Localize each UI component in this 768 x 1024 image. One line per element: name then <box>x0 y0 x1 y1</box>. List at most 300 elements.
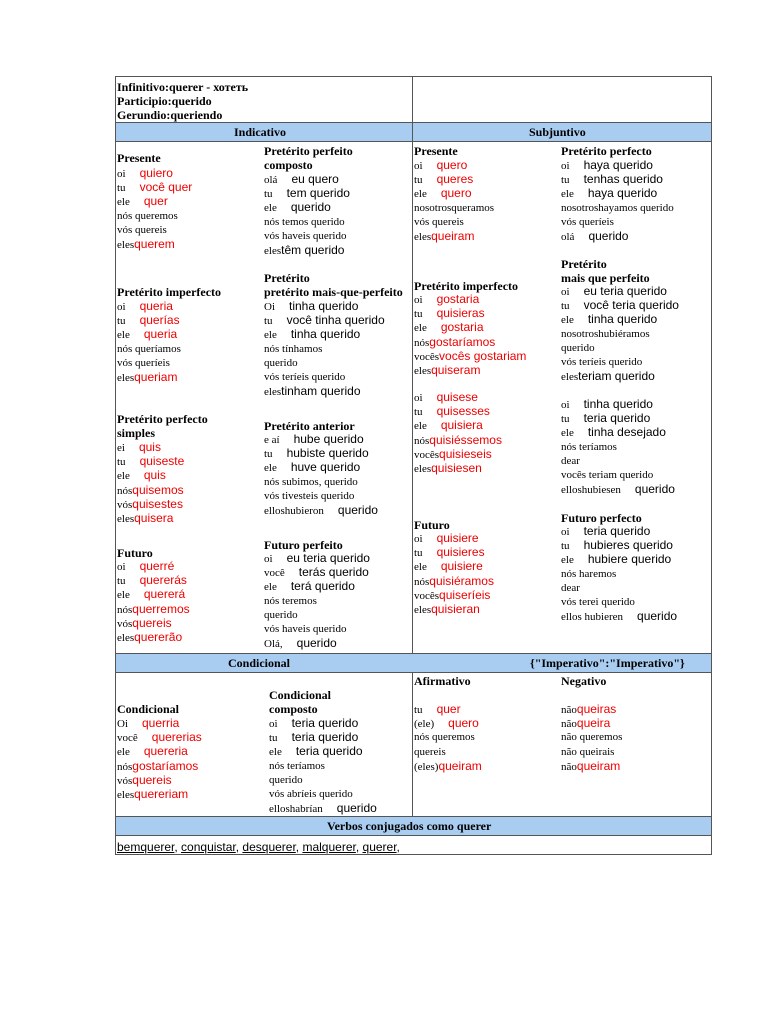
pronoun: nós <box>414 575 430 588</box>
conjugation-row <box>117 313 180 328</box>
verb-form: quis <box>138 440 161 454</box>
conjugation-row <box>414 229 474 244</box>
conjugation-row <box>264 370 345 384</box>
pronoun: olá <box>561 231 575 243</box>
verb-form: quiseríeis <box>439 587 491 602</box>
verb-form: você quer <box>139 180 193 195</box>
conjugation-row <box>269 716 358 731</box>
ind-mais-title-2: pretérito mais-que-perfeito <box>264 285 403 299</box>
verb-form: eu teria querido <box>286 551 370 565</box>
conjugation-row <box>269 773 303 787</box>
verb-form: gostaria <box>440 320 484 335</box>
verb-form: eu teria querido <box>583 284 667 298</box>
verb-form: quiseram <box>431 363 481 377</box>
conjugation-row <box>117 370 177 385</box>
conjugation-row <box>561 581 580 595</box>
conjugation-row <box>414 186 472 201</box>
verb-form: haya querido <box>583 158 653 172</box>
verb-form: quisieran <box>431 602 480 616</box>
conjugation-row <box>414 745 446 759</box>
conjugation-row <box>414 306 485 321</box>
pronoun: eles <box>414 463 432 475</box>
ind-mais-title-1: Pretérito <box>264 271 310 285</box>
conjugation-row <box>414 716 479 731</box>
conjugation-row <box>117 223 167 237</box>
conjugation-row <box>414 363 480 378</box>
conjugation-row <box>414 404 490 419</box>
pronoun: ele <box>561 188 574 201</box>
verb-form: queiram <box>431 229 475 243</box>
conjugation-row <box>264 172 339 187</box>
verb-form: tem querido <box>286 186 350 201</box>
pronoun: vós quereis <box>117 223 167 236</box>
verb-form: teria querido <box>291 730 359 745</box>
verb-form: gostaríamos <box>429 334 496 349</box>
conjugation-row <box>561 524 650 539</box>
pronoun: oi <box>414 533 423 545</box>
conjugation-row <box>561 355 642 369</box>
sub-imperf-title: Pretérito imperfecto <box>414 279 519 293</box>
border-right <box>711 76 712 854</box>
verb-form: terá querido <box>290 579 355 594</box>
pronoun: ele <box>264 462 277 475</box>
pronoun: eles <box>414 604 432 616</box>
pronoun: oi <box>264 553 273 565</box>
hline-6 <box>115 835 712 836</box>
pronoun: eles <box>117 513 135 525</box>
conjugation-row <box>561 327 650 341</box>
pronoun: eles <box>264 245 282 257</box>
verb-form: tinha desejado <box>587 425 666 440</box>
ind-perf-simple-title-2: simples <box>117 426 156 440</box>
pronoun: tu <box>414 308 423 321</box>
pronoun: oi <box>561 286 570 298</box>
conjugation-row <box>561 397 653 412</box>
verb-form: quererá <box>143 587 186 602</box>
conjugation-row <box>561 759 620 774</box>
conjugation-row <box>561 609 677 624</box>
conjugation-row <box>264 475 358 489</box>
pronoun: nós <box>117 603 133 616</box>
conjugation-row <box>117 237 175 252</box>
verb-form: querremos <box>132 601 190 616</box>
conjugation-row <box>414 349 526 364</box>
verb-form: quereriam <box>134 787 189 801</box>
imper-afirm-title: Afirmativo <box>414 674 471 688</box>
conjugation-row <box>561 440 617 454</box>
conjugation-row <box>117 616 172 631</box>
verb-form: hubiste querido <box>286 446 369 461</box>
conjugation-row <box>117 327 177 342</box>
conjugation-row <box>117 194 168 209</box>
pronoun: não <box>561 704 577 716</box>
verb-form: querido <box>634 482 675 497</box>
pronoun: (ele) <box>414 718 435 731</box>
pronoun: não <box>561 718 577 731</box>
pronoun: tu <box>561 300 570 313</box>
verb-form: teriam querido <box>578 369 655 384</box>
pronoun: Oi <box>117 718 128 730</box>
conjugation-row <box>264 384 361 399</box>
participio: Participio:querido <box>117 94 212 108</box>
conjugation-row <box>561 730 622 744</box>
verb-form: tinha querido <box>583 397 653 411</box>
verb-form: quisestes <box>132 496 183 511</box>
conjugation-row <box>561 468 653 482</box>
ind-perf-comp-title-2: composto <box>264 158 313 172</box>
pronoun: você <box>264 567 285 580</box>
pronoun: vós abríeis querido <box>269 788 353 800</box>
verb-form: querido <box>637 609 678 624</box>
conjugation-row <box>117 630 182 645</box>
pronoun: tu <box>117 315 126 328</box>
pronoun: oi <box>414 392 423 404</box>
conjugation-row <box>117 180 192 195</box>
pronoun: eles <box>117 789 135 801</box>
conjugation-row <box>561 369 655 384</box>
pronoun: elloshubiesen <box>561 484 621 497</box>
conjugation-row <box>414 602 480 617</box>
gerundio: Gerundio:queriendo <box>117 108 223 122</box>
conjugation-row <box>414 292 479 307</box>
verb-form: quisera <box>134 511 174 525</box>
conjugation-row <box>264 432 364 447</box>
pronoun: oi <box>414 294 423 306</box>
conjugation-row <box>264 243 344 258</box>
verb-form: teria querido <box>583 524 651 538</box>
pronoun: tu <box>269 732 278 745</box>
verb-form: quiseste <box>139 454 185 469</box>
verb-form: querido <box>290 200 331 215</box>
conjugation-row <box>264 622 346 636</box>
ind-perf-comp-title-1: Pretérito perfeito <box>264 144 353 158</box>
conjugation-row <box>117 166 173 181</box>
verb-form: terás querido <box>298 565 369 580</box>
pronoun: nós queremos <box>414 731 475 744</box>
sub-futperf-title: Futuro perfecto <box>561 511 642 525</box>
pronoun: ele <box>117 329 130 342</box>
pronoun: não queremos <box>561 731 623 744</box>
pronoun: tu <box>414 547 423 560</box>
conjugation-row <box>117 787 188 802</box>
verb-form: quisieres <box>436 545 485 560</box>
pronoun: oi <box>117 168 126 180</box>
conjugation-row <box>561 312 657 327</box>
pronoun: nós haremos <box>561 567 617 580</box>
pronoun: (eles) <box>414 760 439 773</box>
sub-mais-title-2: mais que perfeito <box>561 271 650 285</box>
conjugation-row <box>561 411 650 426</box>
conjugation-row <box>117 773 172 788</box>
conjugation-row <box>117 759 198 774</box>
verb-form: quisiéssemos <box>429 432 502 447</box>
pronoun: oi <box>414 160 423 172</box>
verb-form: quero <box>440 186 472 201</box>
border-left <box>115 76 116 854</box>
pronoun: nós <box>414 336 430 349</box>
pronoun: ele <box>269 746 282 759</box>
conjugation-row <box>414 730 475 744</box>
pronoun: dear <box>561 581 580 594</box>
conjugation-row <box>264 579 355 594</box>
verb-form: tinha querido <box>289 299 359 313</box>
conjugation-row <box>264 186 350 201</box>
pronoun: vós haveis querido <box>264 623 347 635</box>
verb-form: querido <box>296 636 337 651</box>
pronoun: eles <box>117 632 135 644</box>
conjugation-row <box>561 215 614 229</box>
verb-form: quer <box>143 194 168 209</box>
verb-form: queria <box>139 299 173 313</box>
pronoun: eles <box>414 231 432 243</box>
verb-link[interactable]: bemquerer <box>117 840 175 854</box>
conjugation-row <box>414 320 484 335</box>
verb-form: eu quero <box>291 172 339 186</box>
conjugation-row <box>269 759 325 773</box>
conjugation-row <box>269 801 377 816</box>
pronoun: ele <box>117 470 130 483</box>
verb-form: quererias <box>151 730 202 745</box>
conjugation-row <box>561 201 674 215</box>
pronoun: nós tínhamos <box>264 342 323 355</box>
pronoun: não queirais <box>561 745 615 758</box>
pronoun: vós teríeis querido <box>264 371 346 383</box>
verb-form: quisiere <box>436 531 479 545</box>
pronoun: você <box>117 732 138 745</box>
verb-form: têm querido <box>281 243 345 257</box>
verb-form: querido <box>337 503 378 517</box>
pronoun: vós <box>117 774 133 787</box>
verb-form: vocês gostariam <box>439 348 527 363</box>
conjugation-row <box>117 342 181 356</box>
verb-form: querido <box>336 801 377 816</box>
verb-link[interactable]: querer <box>362 840 397 854</box>
pronoun: vós queríeis <box>117 356 170 369</box>
conjugation-row <box>561 284 667 299</box>
pronoun: olá <box>264 174 278 186</box>
pronoun: tu <box>561 413 570 426</box>
verb-form: queres <box>436 172 474 187</box>
pronoun: oi <box>561 399 570 411</box>
verb-form: quisieseis <box>439 446 492 461</box>
conjugation-row <box>264 503 378 518</box>
sub-mais-title-1: Pretérito <box>561 257 607 271</box>
verb-form: tinha querido <box>290 327 361 342</box>
pronoun: não <box>561 760 577 773</box>
imperativo-header: {"Imperativo":"Imperativo"} <box>530 656 685 670</box>
conjugation-row <box>117 468 166 483</box>
verb-link[interactable]: malquerer <box>302 840 356 854</box>
pronoun: tu <box>117 575 126 588</box>
verb-form: quero <box>436 158 468 172</box>
conjugation-row <box>117 602 190 617</box>
verb-form: você tinha querido <box>286 313 385 328</box>
verb-form: hubieres querido <box>583 538 673 553</box>
sub-futuro-title: Futuro <box>414 518 450 532</box>
divider-top <box>412 76 413 122</box>
condicional-header: Condicional <box>228 656 291 670</box>
verb-form: quiero <box>139 166 173 180</box>
verb-form: tinham querido <box>281 384 361 399</box>
conjugation-row <box>561 482 675 497</box>
conjugation-row <box>117 744 188 759</box>
pronoun: Olá, <box>264 638 283 651</box>
verb-form: gostaria <box>436 292 480 306</box>
pronoun: ele <box>264 202 277 215</box>
verb-form: queiras <box>576 702 617 716</box>
pronoun: oi <box>117 561 126 573</box>
pronoun: vocês <box>414 350 440 363</box>
pronoun: vós tivesteis querido <box>264 489 355 502</box>
pronoun: ele <box>264 329 277 342</box>
conjugation-row <box>414 172 473 187</box>
pronoun: ele <box>117 746 130 759</box>
conjugation-row <box>264 299 358 314</box>
ind-imperf-title: Pretérito imperfecto <box>117 285 222 299</box>
pronoun: ele <box>117 196 130 209</box>
pronoun: ele <box>264 581 277 594</box>
conjugation-row <box>414 335 495 350</box>
conjugation-row <box>414 574 494 589</box>
conjugation-row <box>117 483 184 498</box>
pronoun: elloshubieron <box>264 505 324 517</box>
pronoun: tu <box>264 448 273 461</box>
conjugation-row <box>414 215 464 229</box>
pronoun: e aí <box>264 434 280 446</box>
verb-form: querido <box>588 229 629 243</box>
conjugation-row <box>264 594 317 608</box>
verb-form: quisiesen <box>431 461 482 475</box>
pronoun: ele <box>561 314 574 327</box>
pronoun: ele <box>561 427 574 440</box>
conjugation-row <box>414 461 482 476</box>
verb-form: quisese <box>436 390 478 404</box>
infinitivo: Infinitivo:querer - хотеть <box>117 80 249 94</box>
verb-form: teria querido <box>295 744 363 759</box>
conjugation-row <box>117 559 174 574</box>
conjugation-row <box>117 573 187 588</box>
conjugation-row <box>414 702 461 717</box>
pronoun: querido <box>264 608 298 621</box>
pronoun: eles <box>117 239 135 251</box>
pronoun: nós queremos <box>117 209 178 222</box>
conjugation-row <box>117 299 173 314</box>
indicativo-header: Indicativo <box>234 125 287 139</box>
pronoun: nós teríamos <box>561 440 617 453</box>
verb-link[interactable]: conquistar <box>181 840 236 854</box>
ind-futuro-title: Futuro <box>117 546 153 560</box>
verbos-list: bemquerer, conquistar, desquerer, malquerer, querer, <box>117 840 400 854</box>
conjugation-row <box>414 418 483 433</box>
pronoun: nós queríamos <box>117 342 181 355</box>
conjugation-row <box>264 313 385 328</box>
pronoun: tu <box>264 315 273 328</box>
verb-form: queria <box>143 327 178 342</box>
verb-form: queiram <box>438 758 482 773</box>
conjugation-row <box>561 186 657 201</box>
conjugation-row <box>561 716 610 731</box>
verb-link[interactable]: desquerer <box>242 840 296 854</box>
verb-form: querria <box>142 716 180 730</box>
pronoun: tu <box>264 188 273 201</box>
verb-form: teria querido <box>291 716 359 730</box>
verb-form: queira <box>576 716 611 731</box>
conjugation-row <box>561 298 679 313</box>
pronoun: Oi <box>264 301 275 313</box>
pronoun: elloshabrían <box>269 803 323 816</box>
cond-title: Condicional <box>117 702 180 716</box>
conjugation-row <box>561 229 628 244</box>
pronoun: ele <box>561 554 574 567</box>
verb-form: hubiere querido <box>587 552 672 567</box>
pronoun: eles <box>414 365 432 377</box>
conjugation-row <box>414 531 479 546</box>
verb-form: quereria <box>143 744 188 759</box>
verb-form: querem <box>134 237 175 251</box>
verb-form: quer <box>436 702 461 716</box>
conjugation-row <box>117 587 185 602</box>
conjugation-row <box>264 356 298 370</box>
pronoun: tu <box>414 174 423 187</box>
conjugation-row <box>561 172 663 187</box>
sub-presente-title: Presente <box>414 144 458 158</box>
conjugation-row <box>264 229 346 243</box>
conjugation-row <box>414 390 478 405</box>
conjugation-row <box>561 595 635 609</box>
pronoun: tu <box>414 406 423 419</box>
verb-form: quis <box>143 468 166 483</box>
pronoun: nós temos querido <box>264 215 345 228</box>
verb-form: quisiera <box>440 418 483 433</box>
conjugation-row <box>414 447 492 462</box>
verb-form: gostaríamos <box>132 758 199 773</box>
pronoun: nosotroshayamos querido <box>561 201 674 214</box>
pronoun: eles <box>264 386 282 399</box>
conjugation-row <box>117 716 179 731</box>
conjugation-row <box>561 454 580 468</box>
conjugation-row <box>269 730 358 745</box>
conjugation-row <box>561 702 616 717</box>
verb-form: quisesses <box>436 404 490 419</box>
verb-form: querías <box>139 313 180 328</box>
pronoun: vocês <box>414 589 440 602</box>
pronoun: nosotrosqueramos <box>414 201 495 214</box>
verb-form: querré <box>139 559 175 573</box>
verb-form: quereis <box>132 615 172 630</box>
pronoun: ele <box>414 561 427 574</box>
pronoun: oi <box>117 301 126 313</box>
conjugation-row <box>117 209 178 223</box>
pronoun: vós <box>117 498 133 511</box>
pronoun: dear <box>561 454 580 467</box>
verb-form: quisieras <box>436 306 485 321</box>
pronoun: vós queríeis <box>561 215 614 228</box>
pronoun: oi <box>561 526 570 538</box>
conjugation-row <box>561 158 653 173</box>
divider-mid <box>412 141 413 653</box>
conjugation-row <box>414 559 483 574</box>
conjugation-row <box>117 440 161 455</box>
conjugation-row <box>414 158 467 173</box>
conjugation-row <box>264 636 337 651</box>
pronoun: nós <box>414 434 430 447</box>
verb-form: teria querido <box>583 411 651 426</box>
conjugation-row <box>264 200 331 215</box>
pronoun: vós terei querido <box>561 596 635 608</box>
cond-comp-title-2: composto <box>269 702 318 716</box>
cond-comp-title-1: Condicional <box>269 688 332 702</box>
conjugation-row <box>414 588 490 603</box>
